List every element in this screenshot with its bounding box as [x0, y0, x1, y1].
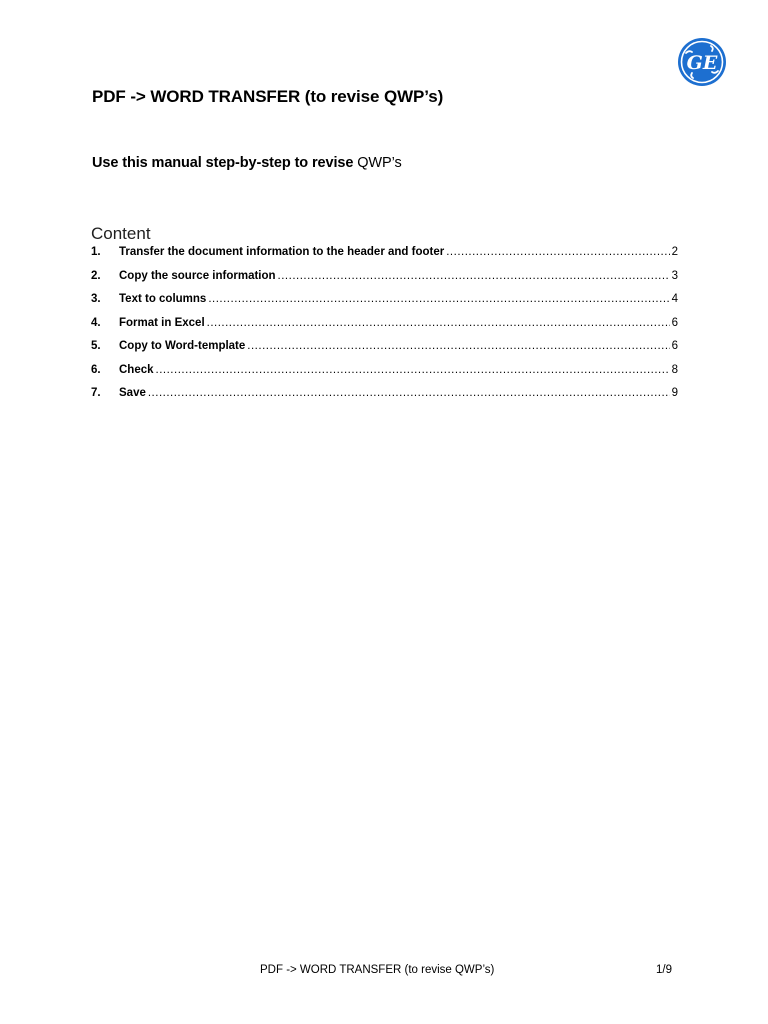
- toc-item-page: 9: [671, 387, 678, 399]
- svg-text:GE: GE: [686, 52, 718, 74]
- subtitle-normal: QWP’s: [357, 155, 402, 171]
- toc-item-number: 4.: [91, 316, 101, 329]
- toc-item-label: Save: [119, 387, 146, 399]
- subtitle: [92, 155, 402, 171]
- toc-item-label: Check: [119, 363, 154, 376]
- toc-leader: [156, 364, 670, 376]
- toc-leader: [446, 246, 669, 258]
- toc-item-number: 3.: [91, 293, 101, 305]
- toc-item-number: 5.: [91, 340, 101, 352]
- toc-item-page: 6: [671, 340, 678, 352]
- toc-item-page: 4: [671, 293, 678, 305]
- toc-item-number: 6.: [91, 363, 101, 376]
- toc-item-page: 6: [671, 316, 678, 329]
- toc-leader: [208, 293, 669, 305]
- toc-item-label: Format in Excel: [119, 316, 205, 329]
- toc-item-number: 2.: [91, 269, 101, 282]
- toc-item-label: Copy to Word-template: [119, 340, 246, 352]
- toc-item-2[interactable]: [91, 270, 678, 294]
- toc-item-7[interactable]: [91, 387, 678, 411]
- toc-item-3[interactable]: [91, 293, 678, 317]
- toc-item-1[interactable]: [91, 246, 678, 270]
- ge-logo-icon: [677, 37, 727, 87]
- table-of-contents: [91, 246, 678, 411]
- toc-leader: [148, 387, 670, 399]
- toc-heading: Content: [91, 224, 151, 243]
- toc-item-label: Text to columns: [119, 293, 207, 305]
- toc-leader: [278, 270, 670, 282]
- toc-item-number: 7.: [91, 387, 101, 399]
- footer-page-number: 1/9: [656, 964, 672, 976]
- toc-item-label: Transfer the document information to the header and footer: [119, 246, 445, 258]
- footer-title: PDF -> WORD TRANSFER (to revise QWP’s): [260, 964, 495, 976]
- toc-item-number: 1.: [91, 246, 101, 258]
- toc-item-6[interactable]: [91, 364, 678, 388]
- toc-item-page: 3: [671, 269, 678, 282]
- toc-item-page: 8: [671, 363, 678, 376]
- page-title: PDF -> WORD TRANSFER (to revise QWP’s): [92, 87, 444, 106]
- toc-item-label: Copy the source information: [119, 269, 276, 282]
- toc-leader: [207, 317, 670, 329]
- toc-item-5[interactable]: [91, 340, 678, 364]
- toc-item-4[interactable]: [91, 317, 678, 341]
- toc-item-page: 2: [671, 246, 678, 258]
- toc-leader: [247, 340, 669, 352]
- subtitle-bold: Use this manual step-by-step to revise: [92, 155, 358, 171]
